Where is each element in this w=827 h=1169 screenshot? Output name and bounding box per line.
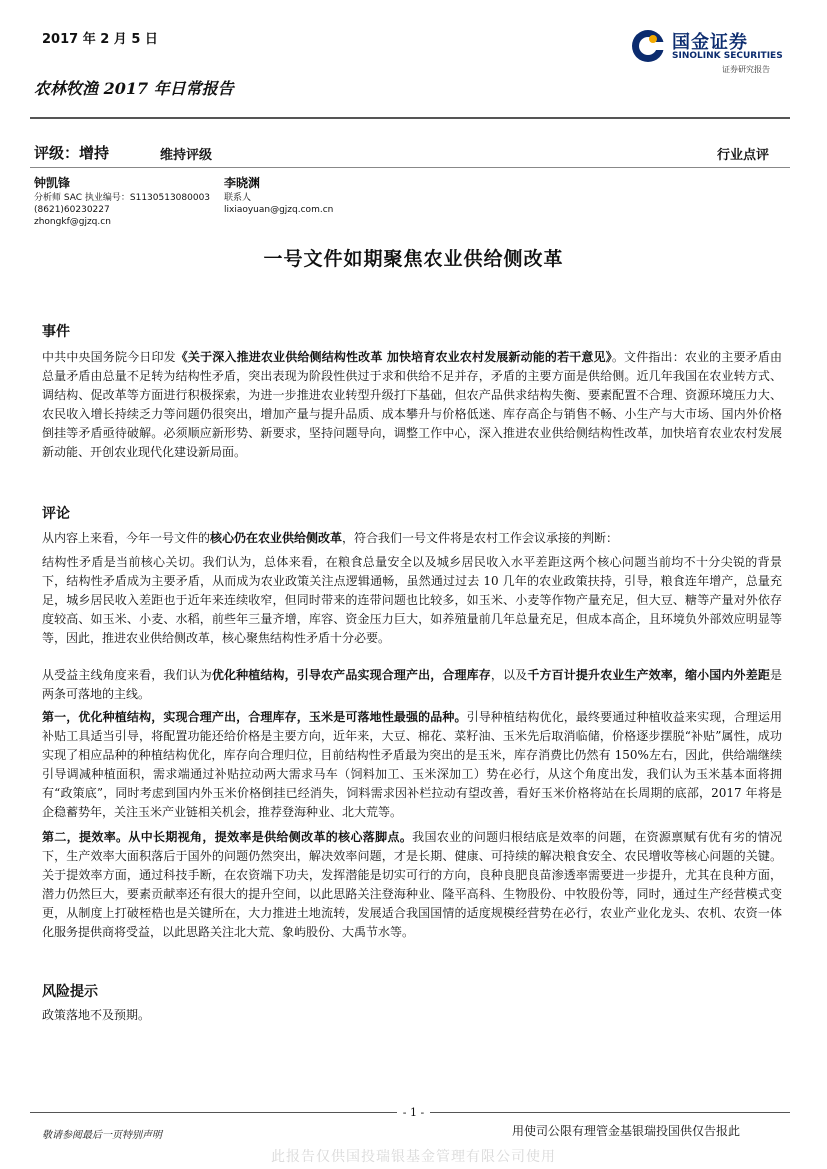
contact-card (224, 175, 333, 216)
report-title: 农林牧渔 2017 年日常报告 (34, 79, 234, 98)
analyst-email: zhongkf@gjzq.cn (34, 217, 111, 227)
rating-label: 评级：增持 (34, 144, 110, 162)
brand-logo (630, 26, 790, 76)
rating-divider (30, 167, 790, 168)
logo-text-cn: 国金证券 (672, 32, 748, 53)
header-divider (30, 117, 790, 119)
footer-usage-note: 用使司公限有理管金基银瑞投国供仅告报此 (512, 1124, 741, 1138)
logo-icon (630, 28, 666, 64)
risk-paragraph: 政策落地不及预期。 (42, 1008, 151, 1022)
report-date: 2017 年 2 月 5 日 (42, 32, 158, 47)
page-number: - 1 - (397, 1106, 430, 1119)
comment-paragraph-4: 第一，优化种植结构，实现合理产出，合理库存，玉米是可落地性最强的品种。引导种植结构优化，最终要通过种植收益来实现，合理运用补贴工具适当引导，将配置功能还给价格是主要方向，近年来，大豆、棉花、菜籽油、玉米先后取消临储，价格逐步摆脱“补贴”属性，成功实现了相应品种的种植结构优化，库存向合理归位，目前结构性矛盾最为突出的是玉米，库存消费比仍然有 150%左右，因此，供给端继续引导调减种植面积，需求端通过补贴拉动两大需求马车（饲料加工、玉米深加工）势在必行，从这个角度出发，我们认为玉米基本面将拥有“政策底”，同时考虑到国内外玉米价格倒挂已经消失，饲料需求因补栏拉动有望改善，看好玉米价格将站在长周期的底部，2017 年将是企稳蓄势年，关注玉米产业链相关机会，推荐登海种业、北大荒等。 (42, 710, 782, 819)
rating-maintain: 维持评级 (160, 148, 213, 163)
contact-role: 联系人 (224, 193, 252, 203)
report-category: 行业点评 (717, 148, 770, 163)
analyst-name: 钟凯锋 (34, 176, 71, 190)
headline: 一号文件如期聚焦农业供给侧改革 (263, 248, 564, 270)
comment-paragraph-2: 结构性矛盾是当前核心关切。我们认为，总体来看，在粮食总量安全以及城乡居民收入水平差距这两个核心问题当前均不十分尖锐的背景下，结构性矛盾成为主要矛盾，从而成为农业政策关注点逻辑通畅，虽然通过过去 10 几年的农业政策扶持，引导，粮食连年增产，总量充足，城乡居民收入差距也于近年来连续收窄，但同时带来的连带问题也比较多，如玉米、小麦等作物产量充足，但大豆、糖等产量对外依存度较高、如玉米、小麦、水稻，前些年三量齐增，库容、资金压力巨大，如养殖量前几年总量充足，但成本高企，且环境负外部效应明显等等，因此，推进农业供给侧改革，核心聚焦结构性矛盾十分必要。 (42, 555, 782, 645)
logo-subtitle: 证券研究报告 (722, 65, 770, 74)
section-title-comment: 评论 (42, 506, 70, 522)
logo-text-en: SINOLINK SECURITIES (672, 51, 783, 61)
section-title-event: 事件 (42, 324, 70, 340)
analyst-card (34, 175, 210, 228)
comment-paragraph-5: 第二，提效率。从中长期视角，提效率是供给侧改革的核心落脚点。我国农业的问题归根结底是效率的问题，在资源禀赋有优有劣的情况下，生产效率大面积落后于国外的问题仍然突出，解决效率问题，才是长期、健康、可持续的解决粮食安全、农民增收等核心问题的关键。关于提效率方面，通过科技手断，在农资端下功夫，发挥潜能是切实可行的方向，良种良肥良苗渗透率需要进一步提升，尤其在良种方面，潜力仍然巨大，要素贡献率还有很大的提升空间，以此思路关注登海种业、隆平高科、生物股份、中牧股份等，同时，通过生产经营模式变更，从制度上打破桎梏也是关键所在，大力推进土地流转，发展适合我国国情的适度规模经营势在必行，农业产业化龙头、农机、农资一体化服务提供商将受益，以此思路关注北大荒、象屿股份、大禹节水等。 (42, 830, 782, 939)
footer-disclaimer: 敬请参阅最后一页特别声明 (42, 1130, 162, 1141)
event-paragraph: 中共中央国务院今日印发《关于深入推进农业供给侧结构性改革 加快培育农业农村发展新动能的若干意见》。文件指出：农业的主要矛盾由总量矛盾由总量不足转为结构性矛盾，突出表现为阶段性供过于求和供给不足并存，矛盾的主要方面是供给侧。近几年我国在农业转方式、调结构、促改革等方面进行积极探索，为进一步推进农业转型升级打下基础，但农产品供求结构失衡、要素配置不合理、资源环境压力大、农民收入增长持续乏力等问题仍很突出，增加产量与提升品质、成本攀升与价格低迷、库存高企与销售不畅、小生产与大市场、国内外价格倒挂等矛盾亟待破解。必须顺应新形势、新要求，坚持问题导向，调整工作中心，深入推进农业供给侧结构性改革，加快培育农业农村发展新动能、开创农业现代化建设新局面。 (42, 350, 782, 459)
section-title-risk: 风险提示 (42, 984, 98, 1000)
analyst-license: 分析师 SAC 执业编号：S1130513080003 (34, 193, 211, 203)
watermark: 此报告仅供国投瑞银基金管理有限公司使用 (271, 1149, 556, 1165)
contact-email: lixiaoyuan@gjzq.com.cn (224, 205, 334, 215)
comment-paragraph-3: 从受益主线角度来看，我们认为优化种植结构，引导农产品实现合理产出，合理库存，以及千方百计提升农业生产效率，缩小国内外差距是两条可落地的主线。 (42, 668, 782, 701)
comment-paragraph-1: 从内容上来看，今年一号文件的核心仍在农业供给侧改革，符合我们一号文件将是农村工作会议承接的判断： (42, 531, 619, 545)
contact-name: 李晓渊 (224, 176, 261, 190)
analyst-phone: (8621)60230227 (34, 205, 110, 215)
